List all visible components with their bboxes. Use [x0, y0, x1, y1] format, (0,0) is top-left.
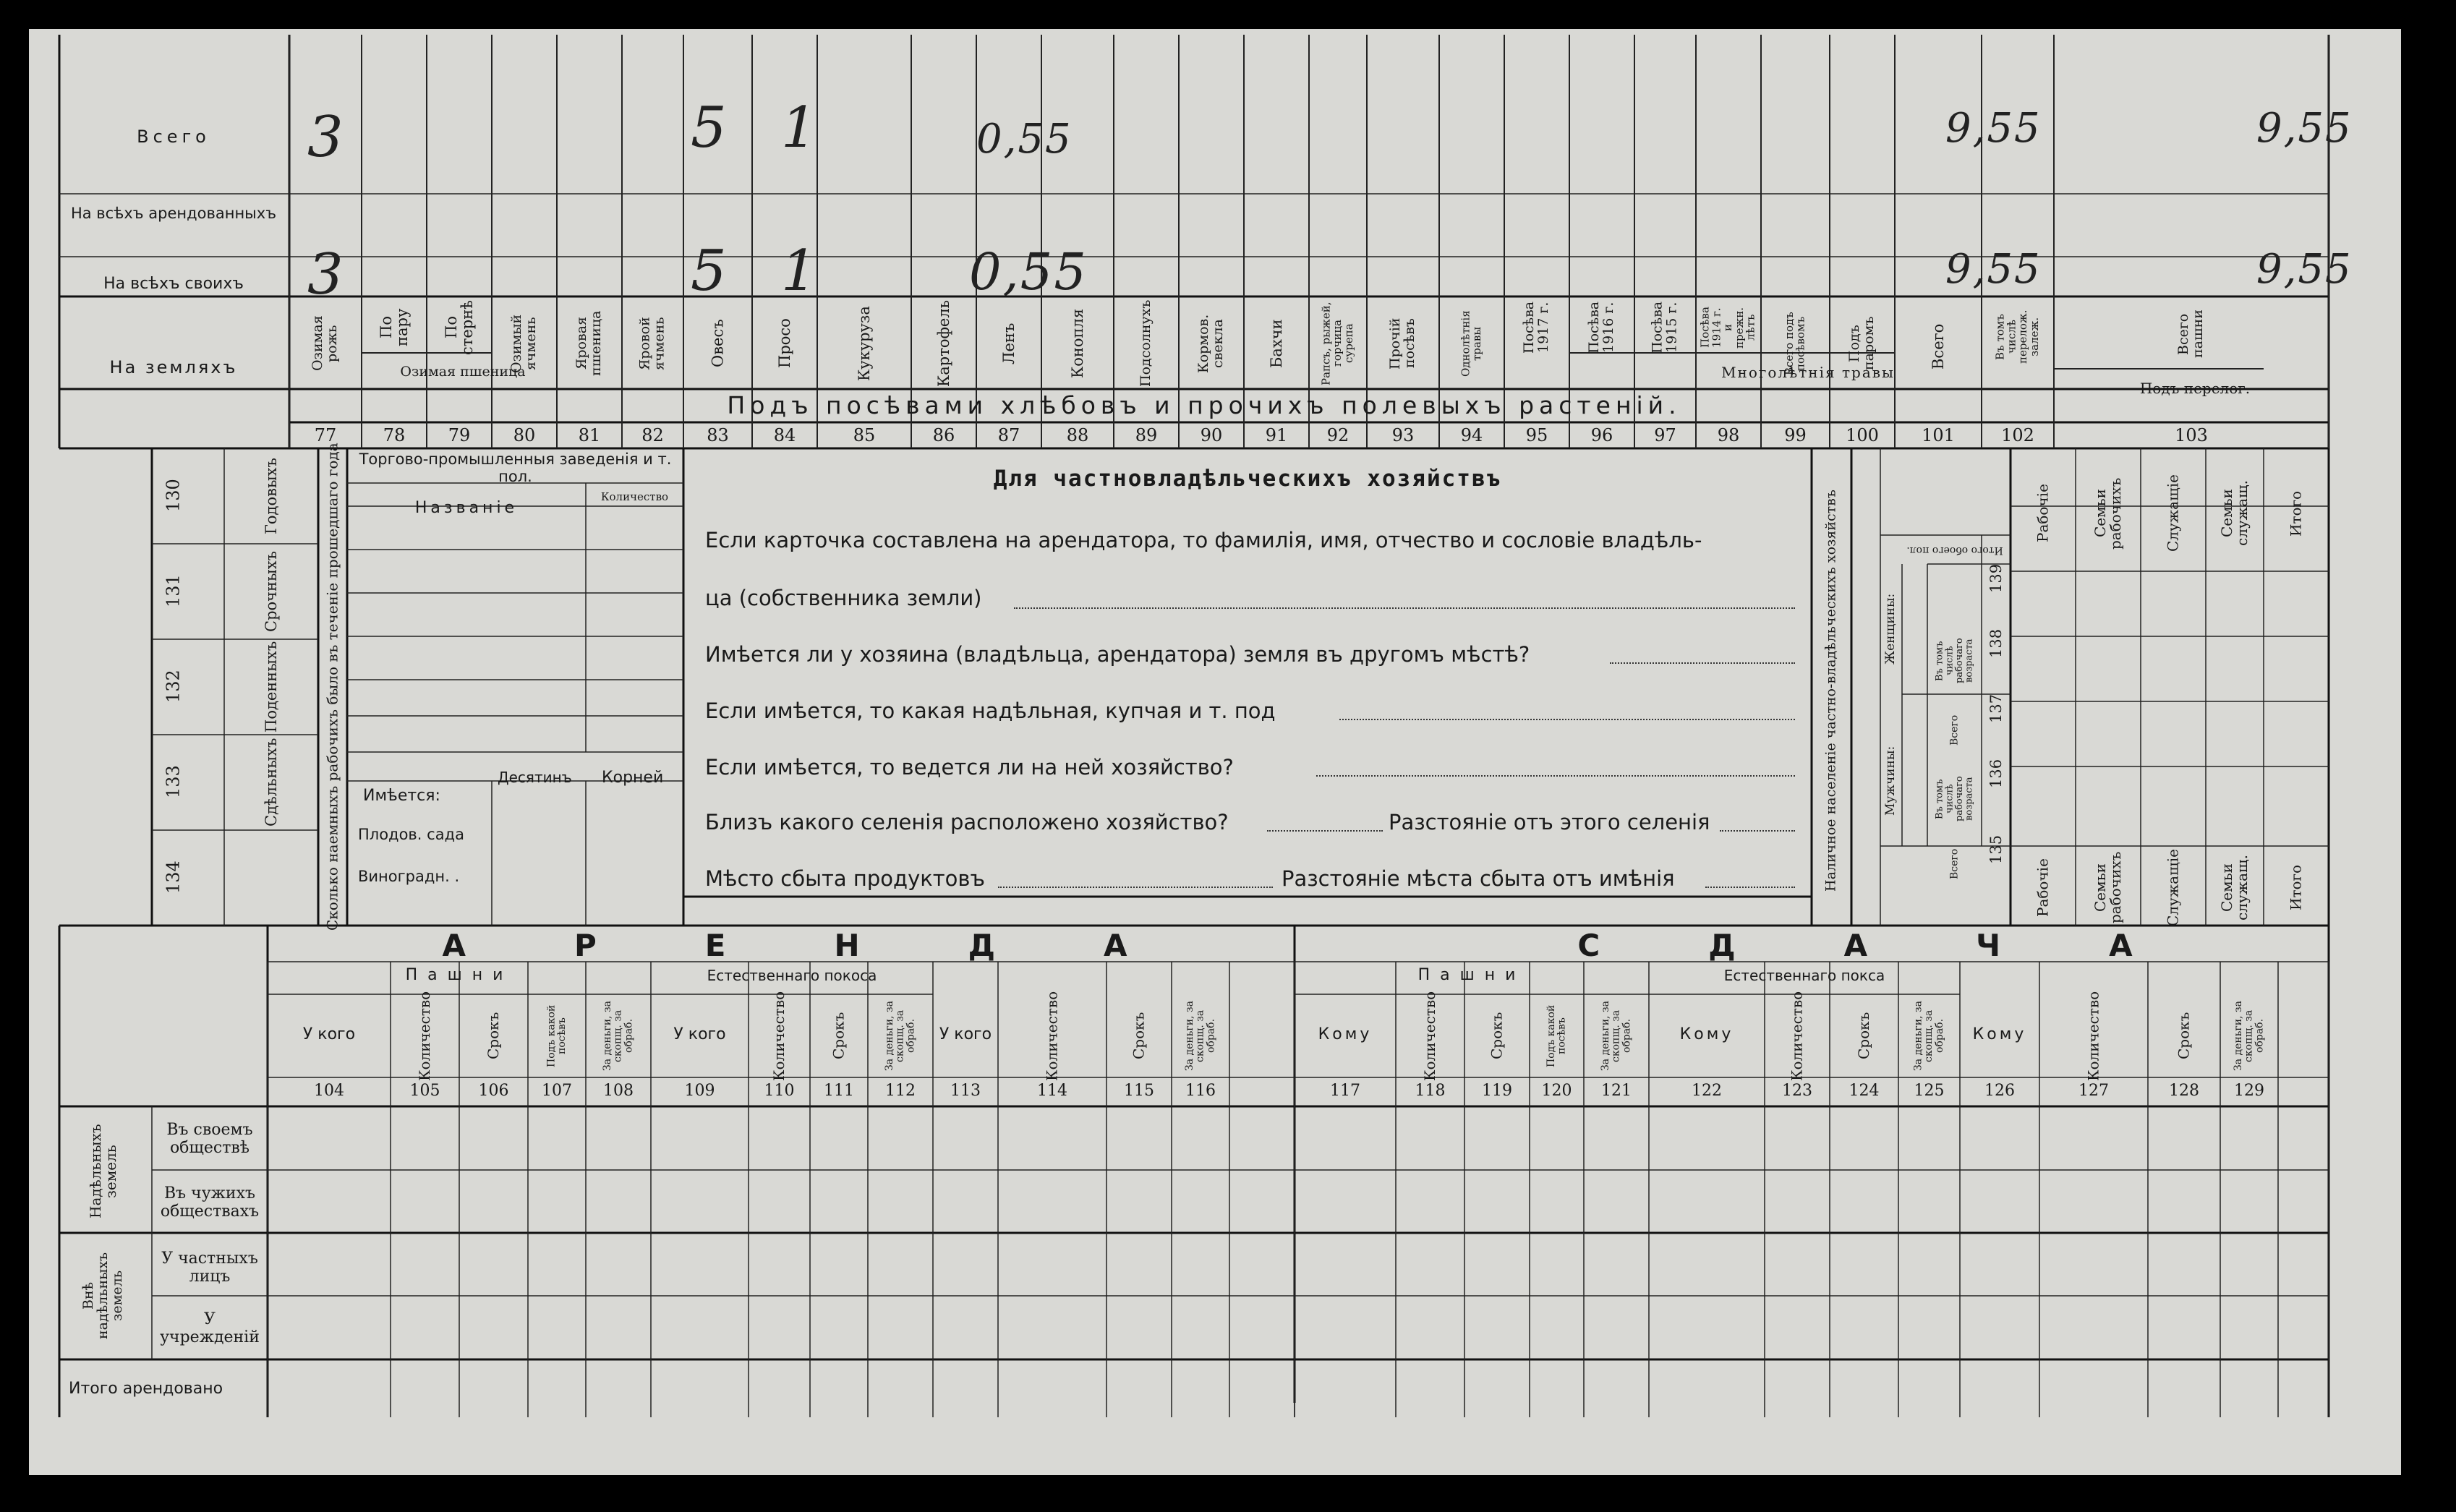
- arenda-num-113: 113: [950, 1082, 981, 1100]
- pop-num-138: 138: [1987, 628, 2005, 659]
- crop-num-80: 80: [513, 425, 536, 445]
- sdacha-who-5: Кому: [1679, 1025, 1734, 1043]
- muzh-vsego: Всего: [1948, 848, 1961, 880]
- crop-header-100: Подъ паромъ: [1846, 316, 1877, 371]
- hw-total-83: 1: [781, 95, 819, 161]
- crop-header-101: Всего: [1929, 323, 1947, 370]
- hw-total-77: 3: [307, 105, 345, 170]
- crop-num-99: 99: [1784, 425, 1807, 445]
- census-card: [29, 29, 2401, 1475]
- crop-header-99: Всего подъ посѣвомъ: [1782, 312, 1807, 375]
- crop-header-102: Въ томъ числѣ перелож. залеж.: [1993, 309, 2041, 364]
- arenda-who-0: У кого: [302, 1025, 356, 1043]
- arenda-title: АРЕНДА: [442, 928, 1236, 963]
- crop-num-89: 89: [1135, 425, 1158, 445]
- crop-num-84: 84: [773, 425, 796, 445]
- arenda-num-116: 116: [1185, 1082, 1216, 1100]
- answer-line-6b: [1705, 887, 1795, 888]
- group-vne-nadel: Внѣ надѣльныхъ земель: [80, 1252, 125, 1340]
- arenda-num-112: 112: [885, 1082, 916, 1100]
- answer-line-5b: [1720, 830, 1795, 832]
- arenda-num-114: 114: [1037, 1082, 1067, 1100]
- crop-header-77: Озимая рожь: [310, 315, 340, 372]
- crop-header-94: Однолѣтнія травы: [1459, 310, 1483, 377]
- left-row-label-3: Сдѣльныхъ: [262, 738, 280, 827]
- crop-num-96: 96: [1590, 425, 1613, 445]
- sdacha-hdr-7: Срокъ: [1855, 1012, 1872, 1060]
- crop-header-98: Посѣва 1914 г. и прежн. лѣтъ: [1698, 307, 1757, 349]
- crop-num-88: 88: [1066, 425, 1089, 445]
- row-label-lands: На земляхъ: [109, 357, 238, 377]
- answer-line-2: [1610, 662, 1795, 664]
- arenda-num-109: 109: [684, 1082, 715, 1100]
- arenda-num-110: 110: [764, 1082, 795, 1100]
- crop-num-95: 95: [1525, 425, 1548, 445]
- hw-own-103: 9,55: [2256, 246, 2353, 293]
- arenda-hdr-10: Количество: [1043, 991, 1061, 1081]
- private-title: Для частновладѣльческихъ хозяйствъ: [993, 466, 1502, 492]
- hw-total-99: 9,55: [1945, 105, 2042, 152]
- pop-col-top-2: Служащіе: [2164, 474, 2182, 552]
- crop-num-92: 92: [1326, 425, 1349, 445]
- answer-line-6a: [998, 887, 1273, 888]
- sdacha-num-127: 127: [2078, 1082, 2109, 1100]
- hw-own-82: 5: [691, 239, 728, 304]
- crop-num-85: 85: [853, 425, 876, 445]
- question-4: Если имѣется, то ведется ли на ней хозяйство?: [705, 755, 1234, 780]
- crop-num-83: 83: [707, 425, 729, 445]
- arenda-num-115: 115: [1124, 1082, 1154, 1100]
- pop-num-137: 137: [1987, 693, 2005, 724]
- sdacha-num-129: 129: [2234, 1082, 2264, 1100]
- arenda-estestv: Естественнаго покоса: [707, 967, 877, 984]
- left-row-label-0: Годовыхъ: [262, 458, 280, 534]
- crop-num-91: 91: [1265, 425, 1288, 445]
- sdacha-num-124: 124: [1849, 1082, 1880, 1100]
- arenda-num-104: 104: [314, 1082, 344, 1100]
- pop-col-top-0: Рабочіе: [2034, 484, 2052, 543]
- crop-header-78: По пару: [377, 308, 411, 347]
- sdacha-hdr-2: Срокъ: [1488, 1012, 1506, 1060]
- arenda-num-108: 108: [603, 1082, 634, 1100]
- arenda-hdr-8: За деньги, за скопщ. за обраб.: [883, 1001, 917, 1071]
- row-own-community: Въ своемъ обществѣ: [166, 1121, 253, 1158]
- crop-header-81: Яровая пшеница: [574, 310, 604, 377]
- hw-own-83: 1: [781, 239, 819, 304]
- answer-line-4: [1316, 775, 1795, 777]
- crop-header-82: Яровой ячмень: [636, 317, 668, 370]
- question-5b: Разстояніе отъ этого селенія: [1389, 810, 1710, 834]
- arenda-num-105: 105: [409, 1082, 440, 1100]
- imeetsya-label: Имѣется:: [363, 787, 440, 805]
- sdacha-num-120: 120: [1541, 1082, 1572, 1100]
- question-3: Если имѣется, то какая надѣльная, купчая и т. под: [705, 699, 1276, 723]
- crop-num-90: 90: [1200, 425, 1223, 445]
- arenda-hdr-6: Количество: [770, 991, 788, 1081]
- crop-header-89: Подсолнухъ: [1138, 299, 1154, 388]
- answer-line-1: [1014, 607, 1795, 609]
- sdacha-num-125: 125: [1914, 1082, 1945, 1100]
- sdacha-hdr-3: Подъ какой посѣвъ: [1545, 1004, 1568, 1067]
- vinograd-label: Виноградн. .: [358, 868, 460, 885]
- zhenshiny-label: Женщины:: [1883, 593, 1898, 665]
- form-grid: [29, 29, 2401, 1475]
- crop-num-100: 100: [1846, 425, 1879, 445]
- pod-pereloj-label: Подъ перелог.: [2139, 380, 2251, 397]
- muzh-rab-vozr: Въ томъ числѣ рабочаго возраста: [1934, 776, 1975, 822]
- crop-header-80: Озимый ячмень: [508, 314, 539, 373]
- crop-header-79: По стернѣ: [442, 300, 476, 355]
- arenda-hdr-4: За деньги, за скопщ. за обраб.: [601, 1001, 635, 1071]
- crop-header-85: Кукуруза: [855, 306, 873, 381]
- answer-line-5a: [1267, 830, 1383, 832]
- arenda-hdr-1: Количество: [416, 991, 433, 1081]
- crop-num-103: 103: [2175, 425, 2208, 445]
- desyatin-header: Десятинъ: [498, 769, 572, 786]
- itogo-oboego-label: Итого обоего пол.: [1906, 544, 2003, 557]
- arenda-hdr-7: Срокъ: [830, 1012, 848, 1060]
- arenda-hdr-11: Срокъ: [1130, 1012, 1148, 1060]
- arenda-num-106: 106: [478, 1082, 509, 1100]
- answer-line-3: [1339, 719, 1795, 720]
- hw-own-99: 9,55: [1945, 246, 2042, 293]
- crop-header-90: Кормов. свекла: [1195, 314, 1226, 373]
- arenda-who-5: У кого: [673, 1025, 726, 1043]
- crop-header-83: Овесъ: [709, 319, 727, 368]
- sdacha-num-118: 118: [1415, 1082, 1446, 1100]
- hw-total-82: 5: [691, 95, 728, 161]
- sdacha-title: СДАЧА: [1577, 928, 2241, 963]
- crop-header-95: Посѣва 1917 г.: [1521, 301, 1551, 354]
- crop-num-98: 98: [1717, 425, 1740, 445]
- trade-title: Торгово-промышленныя заведенія и т. пол.: [359, 450, 672, 486]
- pop-num-135: 135: [1987, 834, 2005, 865]
- arenda-who-9: У кого: [939, 1025, 992, 1043]
- sdacha-num-121: 121: [1601, 1082, 1632, 1100]
- crop-header-91: Бахчи: [1267, 319, 1285, 368]
- pop-col-bottom-3: Семьи служащ.: [2218, 855, 2251, 921]
- left-row-num-131: 131: [163, 574, 184, 607]
- row-label-total: Всего: [137, 127, 210, 147]
- pod-posevami-heading: Подъ посѣвами хлѣбовъ и прочихъ полевыхъ растеній.: [727, 391, 1681, 419]
- sdacha-hdr-11: Срокъ: [2175, 1012, 2193, 1060]
- pop-col-top-3: Семьи служащ.: [2218, 480, 2251, 547]
- hw-own-86: 0,55: [969, 242, 1088, 302]
- pop-col-bottom-4: Итого: [2287, 864, 2305, 911]
- zhen-rab-vozr: Въ томъ числѣ рабочаго возраста: [1934, 638, 1975, 684]
- arenda-hdr-12: За деньги, за скопщ. за обраб.: [1183, 1001, 1217, 1071]
- left-row-label-1: Срочныхъ: [262, 551, 280, 632]
- muzhchiny-label: Мужчины:: [1883, 746, 1898, 816]
- sdacha-who-0: Кому: [1318, 1025, 1373, 1043]
- left-row-num-132: 132: [163, 670, 184, 703]
- sdacha-hdr-1: Количество: [1421, 991, 1438, 1081]
- crop-num-93: 93: [1391, 425, 1415, 445]
- left-row-num-130: 130: [163, 479, 184, 512]
- crop-header-93: Прочій посѣвъ: [1387, 317, 1417, 370]
- ozimaya-pshenica-label: Озимая пшеница: [400, 364, 526, 380]
- crop-num-94: 94: [1460, 425, 1483, 445]
- row-other-communities: Въ чужихъ обществахъ: [160, 1184, 260, 1221]
- sdacha-hdr-12: За деньги, за скопщ. за обраб.: [2232, 1001, 2266, 1071]
- crop-num-81: 81: [578, 425, 601, 445]
- hw-total-103: 9,55: [2256, 105, 2353, 152]
- question-5a: Близъ какого селенія расположено хозяйство?: [705, 810, 1229, 834]
- crop-header-87: Ленъ: [999, 323, 1018, 364]
- arenda-num-111: 111: [824, 1082, 854, 1100]
- crop-num-97: 97: [1654, 425, 1676, 445]
- sdacha-hdr-6: Количество: [1788, 991, 1806, 1081]
- arenda-hdr-2: Срокъ: [485, 1012, 502, 1060]
- itogo-arendovano: Итого арендовано: [69, 1380, 223, 1398]
- korney-header: Корней: [602, 769, 664, 787]
- row-label-own: На всѣхъ своихъ: [103, 275, 244, 293]
- row-private-persons: У частныхъ лицъ: [161, 1250, 258, 1286]
- hired-workers-caption: Сколько наемныхъ рабочихъ было въ теченіе прошедшаго года: [323, 443, 341, 931]
- sdacha-who-9: Кому: [1972, 1025, 2027, 1043]
- trade-name-header: Названіе: [414, 499, 519, 517]
- left-row-label-4: [235, 834, 307, 921]
- sdacha-hdr-8: За деньги, за скопщ. за обраб.: [1912, 1001, 1945, 1071]
- crop-header-84: Просо: [775, 318, 793, 369]
- sdacha-num-128: 128: [2169, 1082, 2199, 1100]
- pop-num-139: 139: [1987, 563, 2005, 594]
- left-row-label-2: Поденныхъ: [262, 641, 280, 733]
- plodov-sada-label: Плодов. сада: [358, 826, 464, 843]
- group-nadel: Надѣльныхъ земель: [87, 1124, 119, 1219]
- crop-num-101: 101: [1922, 425, 1955, 445]
- sdacha-num-122: 122: [1692, 1082, 1722, 1100]
- question-1b: ца (собственника земли): [705, 586, 982, 610]
- sdacha-num-119: 119: [1482, 1082, 1512, 1100]
- crop-num-102: 102: [2001, 425, 2034, 445]
- question-6b: Разстояніе мѣста сбыта отъ имѣнія: [1282, 866, 1675, 891]
- arenda-hdr-3: Подъ какой посѣвъ: [545, 1004, 568, 1067]
- sdacha-pashni: Пашни: [1417, 966, 1526, 984]
- hw-own-77: 3: [307, 242, 345, 307]
- row-label-rented: На всѣхъ арендованныхъ: [70, 205, 277, 222]
- sdacha-num-123: 123: [1782, 1082, 1812, 1100]
- crop-num-82: 82: [641, 425, 664, 445]
- crop-header-88: Конопля: [1068, 308, 1086, 379]
- crop-num-87: 87: [997, 425, 1020, 445]
- mnogoletnie-label: Многолѣтнія травы: [1721, 364, 1895, 381]
- pop-col-bottom-2: Служащіе: [2164, 849, 2182, 926]
- crop-header-103: Всего пашни: [2175, 309, 2206, 359]
- crop-header-97: Посѣва 1915 г.: [1649, 301, 1680, 354]
- row-institutions: У учрежденій: [160, 1310, 260, 1347]
- left-row-num-133: 133: [163, 765, 184, 798]
- sdacha-hdr-10: Количество: [2084, 991, 2102, 1081]
- pop-num-136: 136: [1987, 759, 2005, 789]
- crop-header-86: Картофель: [934, 299, 952, 388]
- pop-col-bottom-1: Семьи рабочихъ: [2092, 851, 2124, 924]
- crop-num-77: 77: [314, 425, 337, 445]
- question-1a: Если карточка составлена на арендатора, то фамилія, имя, отчество и сословіе владѣль-: [705, 528, 1702, 552]
- crop-header-92: Рапсъ, рыжей, горчица сурепа: [1319, 302, 1355, 385]
- sdacha-estestv: Естественнаго покса: [1723, 967, 1885, 984]
- zhen-vsego: Всего: [1948, 714, 1961, 746]
- hw-total-86: 0,55: [976, 116, 1073, 163]
- sdacha-num-117: 117: [1330, 1082, 1360, 1100]
- crop-header-96: Посѣва 1916 г.: [1586, 301, 1616, 354]
- population-caption: Наличное населеніе частно-владѣльческихъ хозяйствъ: [1822, 490, 1839, 892]
- pop-col-top-1: Семьи рабочихъ: [2092, 477, 2124, 550]
- crop-num-78: 78: [383, 425, 406, 445]
- question-6a: Мѣсто сбыта продуктовъ: [705, 866, 985, 891]
- crop-num-86: 86: [932, 425, 955, 445]
- pop-col-top-4: Итого: [2287, 490, 2305, 537]
- left-row-num-134: 134: [163, 860, 184, 894]
- crop-num-79: 79: [448, 425, 471, 445]
- sdacha-num-126: 126: [1984, 1082, 2015, 1100]
- sdacha-hdr-4: За деньги, за скопщ. за обраб.: [1599, 1001, 1633, 1071]
- question-2: Имѣется ли у хозяина (владѣльца, арендатора) земля въ другомъ мѣстѣ?: [705, 642, 1530, 667]
- trade-qty-header: Количество: [600, 490, 669, 503]
- arenda-pashni: Пашни: [405, 966, 513, 984]
- pop-col-bottom-0: Рабочіе: [2034, 858, 2052, 917]
- arenda-num-107: 107: [542, 1082, 572, 1100]
